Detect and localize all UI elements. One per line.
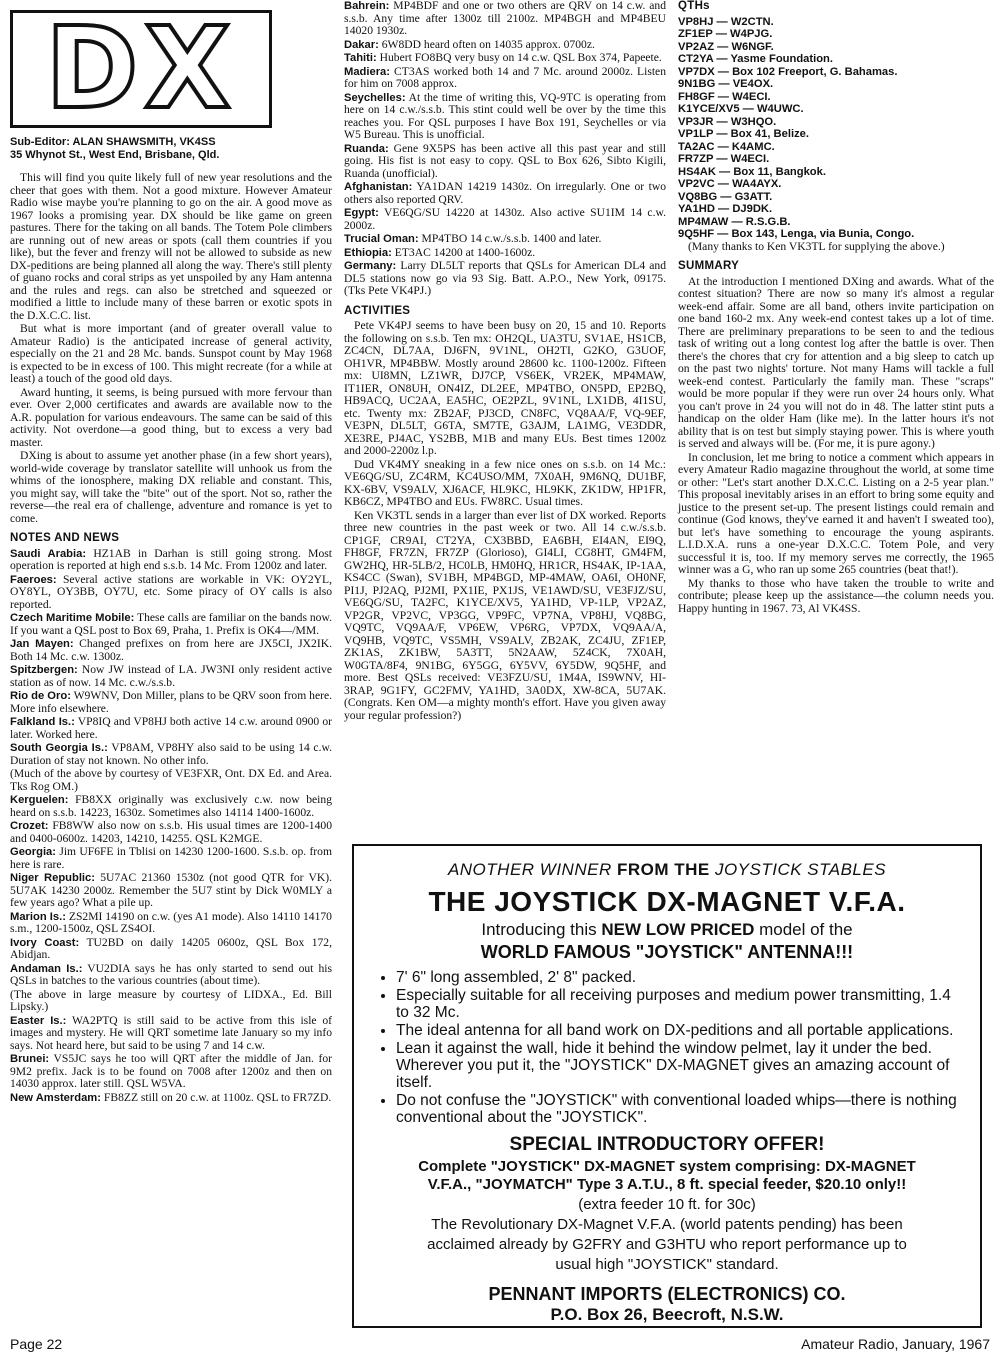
- qth-address: VE4OX.: [732, 78, 774, 90]
- qth-separator: —: [713, 115, 731, 128]
- note-text: VE6QG/SU 14220 at 1430z. Also active SU1IM 14 c.w. 2000z.: [344, 206, 666, 232]
- ad-acclaim-line1: The Revolutionary DX-Magnet V.F.A. (world patents pending) has been: [431, 1216, 903, 1233]
- qth-call: VQ8BG: [678, 190, 718, 203]
- column-2: [344, 0, 666, 723]
- qth-call: FR7ZP: [678, 153, 714, 165]
- qth-item: [678, 41, 994, 54]
- qth-address: WA4AYX.: [732, 178, 782, 190]
- qth-separator: —: [714, 90, 733, 103]
- note-text: At the time of writing this, VQ-9TC is operating from here on 14 c.w./s.s.b. This stint could well be over by the time this reaches you. For QSL purposes I have Box 191, Seychelles or via W5 Bureau. This is unofficial.: [344, 90, 666, 141]
- note-text: VP8IQ and VP8HJ both active 14 c.w. around 0900 or later. Worked here.: [10, 715, 332, 741]
- note-text: VS5JC says he too will QRT after the middle of Jan. for 9M2 prefix. Jack is to be found on 7008 after 1200z and then on 14030 approx. later still. QSL W5VA.: [10, 1052, 332, 1090]
- qth-item: [678, 216, 994, 229]
- note-text: VU2DIA says he has only started to send out his QSLs in batches to the various countries (about time).: [10, 961, 333, 987]
- qth-item: [678, 128, 994, 141]
- qth-separator: —: [714, 178, 733, 190]
- note-text: Gene 9X5PS has been active all this past year and still going. His fist is not easy to copy. QSL to Box 626, Sibto Kigili, Ruanda (unofficial).: [344, 141, 666, 180]
- note-text: HZ1AB in Darhan is still going strong. Most operation is reported at high end s.s.b. 14 Mc. From 1200z and later.: [10, 546, 332, 572]
- note-place: Marion Is.:: [10, 910, 66, 923]
- qth-call: 9Q5HF: [678, 228, 715, 240]
- qth-separator: —: [715, 78, 733, 90]
- ad-title: THE JOYSTICK DX-MAGNET V.F.A.: [428, 886, 906, 917]
- qths-note: (Many thanks to Ken VK3TL for supplying the above.): [688, 239, 945, 253]
- note-text: (The above in large measure by courtesy of LIDXA., Ed. Bill Lipsky.): [10, 987, 332, 1013]
- note-place: Czech Maritime Mobile:: [10, 612, 135, 624]
- qth-separator: —: [728, 215, 746, 228]
- ad-feature: • Especially suitable for all receiving purposes and medium power transmitting, 1.4 to 32 Mc.: [396, 987, 964, 1021]
- qth-address: W4PJG.: [730, 28, 773, 40]
- qth-item: [678, 166, 994, 179]
- notes-list-part1: [10, 548, 332, 1105]
- note-entry: [10, 716, 332, 741]
- qth-call: K1YCE/XV5: [678, 103, 740, 115]
- note-entry: [10, 612, 332, 637]
- qth-call: TA2AC: [678, 140, 715, 153]
- note-entry: [10, 794, 332, 819]
- qths-heading: QTHs: [678, 0, 710, 12]
- note-place: Egypt:: [344, 207, 379, 219]
- note-entry: [344, 207, 666, 232]
- qth-separator: —: [713, 53, 731, 65]
- qth-address: W4ECI.: [730, 153, 770, 165]
- note-place: Spitzbergen:: [10, 664, 78, 676]
- note-entry: [344, 233, 666, 246]
- summary-paragraph: At the introduction I mentioned DXing and awards. What of the contest situation? There are now so many it's almost a regular week-end affair. Some are all band, others invite participation on one band 160-2 mx. Any week-end contest takes up a lot of time. There are preliminary preparations to be seen to and the tedious task of writing out a long contest log after the battle is over. Then there's the chores that cry for attention and a big sleep to catch up on the past two nights' torture. Not many Hams will tackle a full week-end contest. Particularly the family man. These "scraps" would be more popular if they were run over 24 hours only. What you can't prove in 24 you will not do in 48. The latter stint puts a handicap on the older Ham (like me). In the latter hours it's not ability that is on test but simply staying power. This is where youth is served and always will be. (For me, it is pure agony.): [678, 274, 994, 450]
- note-text: FB8WW also now on s.s.b. His usual times are 1200-1400 and 0400-0600z. 14203, 14210, 14255. QSL K2MGE.: [10, 819, 332, 845]
- qth-item: [678, 228, 994, 241]
- note-entry: [344, 92, 666, 142]
- qth-item: [678, 141, 994, 154]
- qth-call: VP8HJ: [678, 15, 714, 28]
- ad-company: PENNANT IMPORTS (ELECTRONICS) CO.: [488, 1284, 846, 1304]
- note-text: Jim UF6FE in Tblisi on 14230 1200-1600. S.s.b. op. from here is rare.: [10, 845, 332, 871]
- intro-paragraph: But what is more important (and of greater overall value to Amateur Radio) is the anticipated increase of general activity, especially on the 21 and 28 Mc. bands. Sunspot count by May 1968 is expected to be in excess of 100. This might recreate (for a while at least) a touch of the good old days.: [10, 322, 332, 385]
- qth-item: [678, 191, 994, 204]
- qth-separator: —: [714, 203, 733, 215]
- note-place: Jan Mayen:: [10, 638, 74, 650]
- note-place: Madiera:: [344, 65, 391, 78]
- joystick-advertisement: [352, 844, 982, 1328]
- note-text: Now JW instead of LA. JW3NI only resident active station as of now. 14 Mc. c.w./s.s.b.: [10, 663, 332, 689]
- qth-item: [678, 116, 994, 129]
- qth-separator: —: [739, 103, 757, 115]
- note-place: Kerguelen:: [10, 794, 69, 806]
- qth-address: Box 11, Bangkok.: [733, 165, 826, 178]
- ad-extra-feeder: (extra feeder 10 ft. for 30c): [578, 1196, 756, 1213]
- qth-item: [678, 28, 994, 41]
- qth-call: ZF1EP: [678, 28, 713, 40]
- magazine-issue: Amateur Radio, January, 1967: [801, 1336, 990, 1352]
- qth-item: [678, 103, 994, 116]
- note-place: Ivory Coast:: [10, 936, 80, 949]
- note-place: Germany:: [344, 260, 397, 272]
- qth-address: G3ATT.: [734, 190, 773, 203]
- note-entry: [344, 260, 666, 298]
- notes-heading: NOTES AND NEWS: [10, 532, 120, 544]
- column-1: [10, 0, 332, 1105]
- qth-item: [678, 178, 994, 191]
- note-entry: [10, 742, 332, 767]
- qth-separator: —: [714, 40, 732, 53]
- qth-call: VP2AZ: [678, 40, 715, 53]
- note-text: Changed prefixes on from here are JX5CI, JX2IK. Both 14 Mc. c.w. 1300z.: [10, 637, 332, 663]
- note-entry: [10, 872, 332, 910]
- note-text: 6W8DD heard often on 14035 approx. 0700z.: [378, 37, 595, 51]
- ad-address: P.O. Box 26, Beecroft, N.S.W.: [550, 1305, 784, 1324]
- note-text: MP4BDF and one or two others are QRV on 14 c.w. and s.s.b. Any time after 1300z till 2100z. MP4BGH and MP4BEU 14020 1930z.: [344, 0, 666, 37]
- qth-call: MP4MAW: [678, 215, 729, 228]
- qth-item: [678, 91, 994, 104]
- qth-separator: —: [713, 15, 731, 28]
- qth-address: Yasme Foundation.: [730, 53, 834, 65]
- ad-feature-list: [370, 969, 964, 1126]
- note-text: CT3AS worked both 14 and 7 Mc. around 2000z. Listen for him on 7008 approx.: [344, 64, 666, 90]
- qth-call: VP7DX: [678, 65, 715, 78]
- activities-heading: ACTIVITIES: [344, 304, 411, 317]
- note-place: Easter Is.:: [10, 1014, 67, 1027]
- qth-address: W2CTN.: [730, 15, 774, 28]
- note-place: South Georgia Is.:: [10, 742, 108, 754]
- qth-address: Box 143, Lenga, via Bunia, Congo.: [731, 228, 915, 240]
- note-place: Rio de Oro:: [10, 690, 71, 702]
- note-text: YA1DAN 14219 1430z. On irregularly. One or two others also reported QRV.: [344, 180, 666, 206]
- note-entry: [10, 768, 332, 793]
- note-entry: [10, 989, 332, 1014]
- note-place: Bahrein:: [344, 0, 390, 12]
- note-entry: [10, 846, 332, 871]
- qth-separator: —: [713, 153, 731, 165]
- intro-paragraph: This will find you quite likely full of new year resolutions and the cheer that goes with them. Not a good mixture. However Amateur Radio wise maybe you're planning to go on the air. A good move as 1967 looks a promising year. DX should be like game on green pastures. There for the taking on all bands. The Totem Pole climbers are running out of new areas or spots (call them countries if you like), but the fever and frenzy will not be allowed to subside as new DX-peditions are being planned all along the way. There's still plenty of guano rocks and coral strips as yet unspoiled by any Ham antenna and the rules and regs. can also be stretched and squeezed or modified a little to include many of these barren or exotic spots in the D.X.C.C. list.: [10, 171, 332, 322]
- note-text: FB8XX originally was exclusively c.w. now being heard on s.s.b. 14223, 1630z. Sometimes also 14114 1400-1600z.: [10, 793, 332, 819]
- note-place: Dakar:: [344, 38, 379, 51]
- qth-separator: —: [713, 128, 731, 140]
- ad-acclaim-line2: acclaimed already by G2FRY and G3HTU who report performance up to: [427, 1236, 907, 1253]
- subeditor-credit: Sub-Editor: ALAN SHAWSMITH, VK4SS 35 Whynot St., West End, Brisbane, Qld.: [10, 136, 220, 161]
- qth-separator: —: [712, 28, 731, 40]
- qth-address: W3HQO.: [730, 115, 777, 128]
- qth-list: [678, 16, 994, 241]
- ad-feature: • The ideal antenna for all band work on DX-peditions and all portable applications.: [396, 1022, 964, 1039]
- note-place: Brunei:: [10, 1053, 50, 1065]
- note-entry: [10, 1015, 332, 1053]
- qth-address: DJ9DK.: [732, 203, 773, 215]
- ad-complete-line1: Complete "JOYSTICK" DX-MAGNET system comprising: DX-MAGNET: [418, 1158, 916, 1175]
- note-place: Tahiti:: [344, 52, 377, 64]
- qth-address: Box 102 Freeport, G. Bahamas.: [732, 65, 898, 78]
- note-entry: [10, 1092, 332, 1105]
- summary-paragraph: My thanks to those who have taken the trouble to write and contribute; please keep up the assistance—the column needs you. Happy hunting in 1967. 73, Al VK4SS.: [678, 576, 994, 615]
- note-text: (Much of the above by courtesy of VE3FXR, Ont. DX Ed. and Area. Tks Rog OM.): [10, 767, 332, 793]
- note-place: Andaman Is.:: [10, 962, 83, 975]
- qth-item: [678, 66, 994, 79]
- note-text: FB8ZZ still on 20 c.w. at 1100z. QSL to FR7ZD.: [100, 1090, 332, 1104]
- note-place: New Amsterdam:: [10, 1091, 101, 1104]
- qth-item: [678, 203, 994, 216]
- note-entry: [10, 664, 332, 689]
- intro-paragraph: DXing is about to assume yet another phase (in a few short years), world-wide coverage by translator satellite will unhook us from the whims of the ionosphere, making DX reliable and constant. This, you might say, will take the "bite" out of the sport. Not so, rather the reverse—the real era of challenge, adventure and romance is yet to come.: [10, 449, 332, 525]
- note-entry: [10, 937, 332, 962]
- summary-heading: SUMMARY: [678, 260, 740, 272]
- ad-acclaim-line3: usual high "JOYSTICK" standard.: [555, 1256, 779, 1273]
- column-3: [678, 0, 994, 616]
- qth-separator: —: [714, 228, 732, 240]
- ad-feature: • 7' 6" long assembled, 2' 8" packed.: [396, 969, 964, 986]
- ad-feature: • Do not confuse the "JOYSTICK" with conventional loaded whips—there is nothing conventional about the "JOYSTICK".: [396, 1092, 964, 1126]
- qth-call: VP3JR: [678, 115, 714, 128]
- note-place: Crozet:: [10, 820, 49, 832]
- qth-call: VP2VC: [678, 178, 715, 190]
- note-entry: [10, 638, 332, 663]
- dx-logo: DX: [10, 10, 272, 128]
- note-entry: [10, 690, 332, 715]
- note-entry: [344, 66, 666, 91]
- note-entry: [10, 911, 332, 936]
- note-entry: [10, 574, 332, 612]
- qth-call: YA1HD: [678, 203, 715, 215]
- note-text: Several active stations are workable in VK: OY2YL, OY8YL, OY3BB, OY7U, etc. Some piracy of OY calls is also reported.: [10, 572, 332, 611]
- qth-call: CT2YA: [678, 53, 714, 65]
- qth-item: [678, 53, 994, 66]
- qth-call: HS4AK: [678, 165, 716, 178]
- note-entry: [10, 1053, 332, 1091]
- note-text: Hubert FO8BQ very busy on 14 c.w. QSL Box 374, Papeete.: [376, 51, 662, 64]
- qth-address: W6NGF.: [731, 40, 774, 53]
- qth-separator: —: [717, 190, 735, 203]
- qth-item: [678, 153, 994, 166]
- qth-separator: —: [715, 165, 734, 178]
- note-text: Larry DL5LT reports that QSLs for American DL4 and DL5 stations now go via 93 Sig. Batt. A.P.O., New York, 09175. (Tks Pete VK4PJ.): [344, 259, 666, 297]
- note-place: Ethiopia:: [344, 246, 392, 259]
- note-text: TU2BD on daily 14205 0600z, QSL Box 172, Abidjan.: [10, 935, 332, 961]
- note-text: ET3AC 14200 at 1400-1600z.: [391, 245, 536, 259]
- activities-paragraph: Dud VK4MY sneaking in a few nice ones on s.s.b. on 14 Mc.: VE6QG/SU, ZC4RM, KC4USO/MM, 7X0AH, 9M6NQ, DU1BF, KX-6BV, VS9ALV, XJ6ACF, HL9KC, HL9KK, ZK1DW, HP1FR, KB6CZ, MP4TBO and EUs. FW8RC. Usual times.: [344, 457, 666, 508]
- note-place: Faeroes:: [10, 573, 57, 586]
- note-place: Ruanda:: [344, 142, 389, 155]
- activities-paragraph: Pete VK4PJ seems to have been busy on 20, 15 and 10. Reports the following on s.s.b. Ten mx: OH2QL, UA3TU, SV1AE, HS1CB, ZC4CN, DL7AA, DJ6FN, 9V1NL, OH2TI, G2KO, G3UOF, OH1VR, MP4BBW. Mostly around 28600 kc. 1100-1200z. Fifteen mx: UI8MN, LZ1WR, DJ7CP, VS6EK, VR2EK, MP4MAW, IT1IER, ON8UH, ON4IZ, DL2EE, MP4TBO, ON5PD, EP2BQ, HB9ACQ, UC2AA, EA5HC, OE2PZL, 9V1NL, LX1DB, 4I1SU, etc. Twenty mx: ZB2AF, PJ3CD, CN8FC, VQ8AA/F, VQ-9EF, VE3PN, DL5LT, G6TA, SM7TE, G3AJM, LA1MG, VE3DDR, XE3RE, PJ4AC, YS2BB, M1B and many EUs. Best times 1200z and 2000-2200z l.p.: [344, 319, 666, 457]
- page-number: Page 22: [10, 1336, 63, 1352]
- notes-list-part2: [344, 0, 666, 298]
- note-text: W9WNV, Don Miller, plans to be QRV soon from here. More info elsewhere.: [10, 689, 332, 715]
- note-place: Afghanistan:: [344, 181, 413, 193]
- ad-tagline: ANOTHER WINNER FROM THE JOYSTICK STABLES: [447, 860, 887, 879]
- ad-famous: WORLD FAMOUS "JOYSTICK" ANTENNA!!!: [480, 942, 854, 962]
- note-entry: [344, 39, 666, 52]
- note-entry: [344, 0, 666, 38]
- note-entry: [10, 963, 332, 988]
- note-entry: [344, 181, 666, 206]
- note-place: Niger Republic:: [10, 872, 95, 884]
- ad-offer: SPECIAL INTRODUCTORY OFFER!: [509, 1134, 825, 1155]
- note-entry: [344, 52, 666, 65]
- note-text: These calls are familiar on the bands now. If you want a QSL post to Box 69, Praha, 1. Prefix is OK4—/MM.: [10, 611, 332, 637]
- note-text: ZS2MI 14190 on c.w. (yes A1 mode). Also 14110 14170 s.m., 1200-1500z, QSL ZS4OI.: [10, 909, 332, 935]
- qth-call: FH8GF: [678, 90, 715, 103]
- qth-item: [678, 16, 994, 29]
- qth-separator: —: [714, 65, 733, 78]
- qth-call: VP1LP: [678, 128, 714, 140]
- qth-item: [678, 78, 994, 91]
- note-text: 5U7AC 21360 1530z (not good QTR for VK). 5U7AK 14230 2000z. Remember the 5U7 stint by Dick W0MLY a few years ago? What a pile up.: [10, 871, 332, 909]
- note-text: MP4TBO 14 c.w./s.s.b. 1400 and later.: [418, 232, 602, 245]
- qth-address: Box 41, Belize.: [730, 128, 810, 140]
- note-entry: [344, 143, 666, 181]
- intro-paragraph: Award hunting, it seems, is being pursued with more fervour than ever. Over 2,000 certificates and awards are available now to the A.R. population for various endeavours. The same can be said of this activity. Not overdone—a good thing, but to excess a very bad master.: [10, 385, 332, 449]
- note-place: Seychelles:: [344, 91, 406, 104]
- note-entry: [10, 548, 332, 573]
- qth-address: W4ECI.: [732, 90, 771, 103]
- qth-call: 9N1BG: [678, 78, 716, 90]
- activities-paragraph: Ken VK3TL sends in a larger than ever list of DX worked. Reports three new countries in the past week or two. All 14 c.w./s.s.b. CP1GF, CR9AI, CT2YA, CX3BBD, EA6BH, EI4AN, EI9Q, FH8GF, FR7ZN, FR7ZP (Glorioso), GI4LI, CG8HT, GM4FM, GW2HQ, HR-5LB/2, HC0LB, HM0HQ, HR1CR, HS4AK, IP-1AA, KS4CC (Swan), SV1BH, MP4BGD, MP-4MAW, OA6I, OH0NF, PI1J, PJ2AQ, PJ2MI, PX1IE, PX1JS, VE1AWD/SU, VE3FJZ/SU, VE6QG/SU, TA2FC, K1YCE/XV5, YA1HD, VP-1LP, VP2AZ, VP2GR, VP2VC, VP3GG, VP9FC, VP7NA, VP8HJ, VQ8BG, VQ9TC, VQ9AA/F, VP6EW, VP6RG, VP7DX, VQ9AA/A, VQ9HB, VQ9TC, VS5MH, VS9ALV, ZB2AK, ZC4JU, ZF1EP, ZK1AS, ZK1BW, 5A3TT, 5N2AAW, 5Z4CK, 7X0AH, W0GTA/8F4, 9N1BG, 6Y5GG, 6Y5VV, 6Y5DW, 9Q5HF, and more. Best QSLs received: VE3FZU/SU, 1M4A, IS9WNV, HI-3RAP, 9G1FY, GC2FMV, YA1HD, 3A0DX, XW-8CA, 5U7AK. (Congrats. Ken OM—a mighty month's effort. Have you given away your regular profession?): [344, 508, 666, 722]
- qth-separator: —: [714, 140, 732, 153]
- ad-intro: Introducing this NEW LOW PRICED model of the: [481, 920, 853, 939]
- qth-address: R.S.G.B.: [745, 215, 791, 228]
- note-place: Georgia:: [10, 846, 57, 858]
- note-place: Trucial Oman:: [344, 233, 419, 245]
- qth-address: W4UWC.: [756, 103, 804, 115]
- ad-complete-line2: V.F.A., "JOYMATCH" Type 3 A.T.U., 8 ft. special feeder, $20.10 only!!: [427, 1176, 907, 1193]
- note-entry: [10, 820, 332, 845]
- ad-feature: • Lean it against the wall, hide it behind the window pelmet, lay it under the bed. Wherever you put it, the "JOYSTICK" DX-MAGNET gives an amazing account of itself.: [396, 1040, 964, 1091]
- summary-paragraph: In conclusion, let me bring to notice a comment which appears in every Amateur Radio magazine throughout the world, at some time or other: "Let's start another D.X.C.C. Listing on a 2-5 year plan." This proposal inevitably arises in an effort to bring some equity and justice to the present set-up. The present listings could remain and continue (God knows, they've earned it and haven't I sweated too), but let's have something to encourage the young aspirants. L.I.D.X.A. runs a one-year D.X.C.C. Totem Pole, and very successful it is, too. If my memory serves me correctly, the 1965 winner was a G, who ran up some 265 countries (beat that!).: [678, 450, 994, 576]
- qth-address: K4AMC.: [731, 140, 775, 153]
- note-place: Falkland Is.:: [10, 716, 75, 728]
- note-entry: [344, 247, 666, 260]
- note-place: Saudi Arabia:: [10, 547, 87, 560]
- note-text: WA2PTQ is still said to be active from this isle of images and mystery. He will QRT sometime late January so my info says. Not heard here, but said to be using 7 and 14 c.w.: [10, 1013, 333, 1052]
- note-text: VP8AM, VP8HY also said to be using 14 c.w. Duration of stay not known. No other info.: [10, 741, 332, 767]
